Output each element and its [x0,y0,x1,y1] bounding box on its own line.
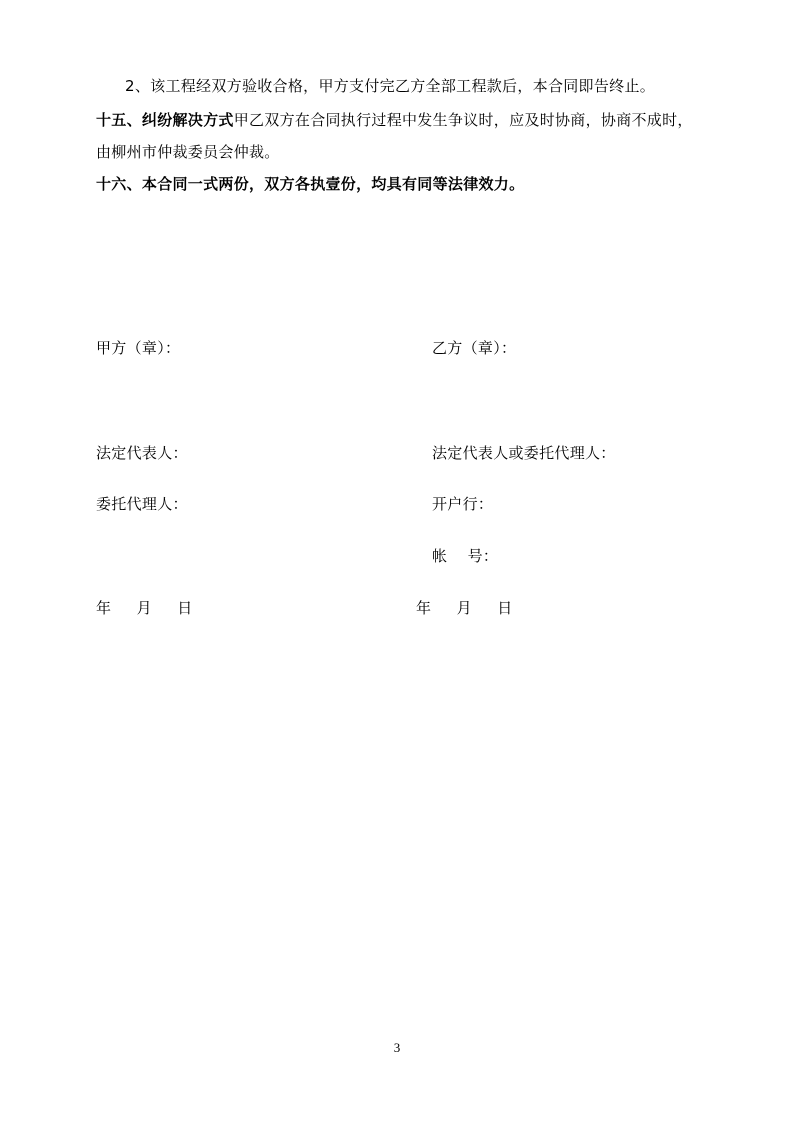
clause-15-line-1 [96,110,693,130]
clause-15-line-2: 由柳州市仲裁委员会仲裁。 [96,143,280,161]
party-b-seal-label: 乙方（章）： [432,339,517,357]
party-b-legal-rep-label: 法定代表人或委托代理人： [432,444,616,462]
clause-16: 十六、本合同一式两份，双方各执壹份，均具有同等法律效力。 [96,175,525,193]
clause-item-2: 2、该工程经双方验收合格，甲方支付完乙方全部工程款后，本合同即告终止。 [125,77,656,95]
party-a-seal-label: 甲方（章）： [96,339,181,357]
party-a-date: 年 月 日 [96,599,193,617]
party-b-date: 年 月 日 [416,599,513,617]
party-a-agent-label: 委托代理人： [96,495,188,513]
clause-15-title: 十五、纠纷解决方式 [96,111,234,129]
party-a-legal-rep-label: 法定代表人： [96,444,188,462]
party-b-account-label: 帐 号： [432,547,499,565]
clause-15-text: 甲乙双方在合同执行过程中发生争议时，应及时协商，协商不成时， [233,111,693,129]
party-b-bank-label: 开户行： [432,495,494,513]
page-number: 3 [393,1040,401,1055]
